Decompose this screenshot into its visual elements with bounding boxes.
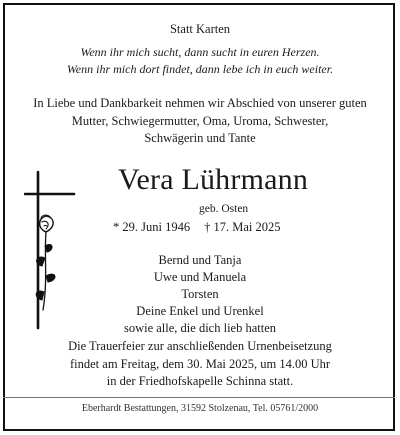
- farewell-text: [0, 95, 400, 148]
- header-statt-karten: Statt Karten: [169, 22, 231, 36]
- mourner-line: Uwe und Manuela: [153, 270, 247, 284]
- death-date: † 17. Mai 2025: [204, 220, 281, 234]
- maiden-name: geb. Osten: [199, 203, 249, 215]
- mourner-line: Bernd und Tanja: [158, 253, 242, 267]
- quote-line: Wenn ihr mich sucht, dann sucht in euren Herzen.: [80, 45, 320, 59]
- quote-block: [0, 44, 400, 78]
- funeral-home-footer: Eberhardt Bestattungen, 31592 Stolzenau, Tel. 05761/2000: [81, 403, 319, 414]
- quote-line: Wenn ihr mich dort findet, dann lebe ich in euch weiter.: [66, 62, 334, 76]
- farewell-line: Mutter, Schwiegermutter, Oma, Uroma, Schwester,: [71, 113, 329, 128]
- ceremony-line: in der Friedhofskapelle Schinna statt.: [106, 374, 294, 388]
- ceremony-notice: [0, 338, 400, 391]
- deceased-name: Vera Lührmann: [118, 163, 309, 196]
- mourner-line: sowie alle, die dich lieb hatten: [123, 321, 277, 335]
- ceremony-line: Die Trauerfeier zur anschließenden Urnenbeisetzung: [68, 339, 332, 353]
- mourner-line: Deine Enkel und Urenkel: [136, 304, 264, 318]
- ceremony-line: findet am Freitag, dem 30. Mai 2025, um 14.00 Uhr: [69, 356, 331, 371]
- mourner-line: Torsten: [181, 287, 219, 301]
- cross-with-rose-icon: [24, 170, 76, 332]
- birth-date: * 29. Juni 1946: [113, 220, 191, 234]
- life-dates: [113, 220, 280, 235]
- farewell-line: In Liebe und Dankbarkeit nehmen wir Abschied von unserer guten: [33, 96, 367, 110]
- mourners-list: [95, 252, 305, 337]
- farewell-line: Schwägerin und Tante: [144, 131, 256, 145]
- footer-divider: [3, 397, 395, 398]
